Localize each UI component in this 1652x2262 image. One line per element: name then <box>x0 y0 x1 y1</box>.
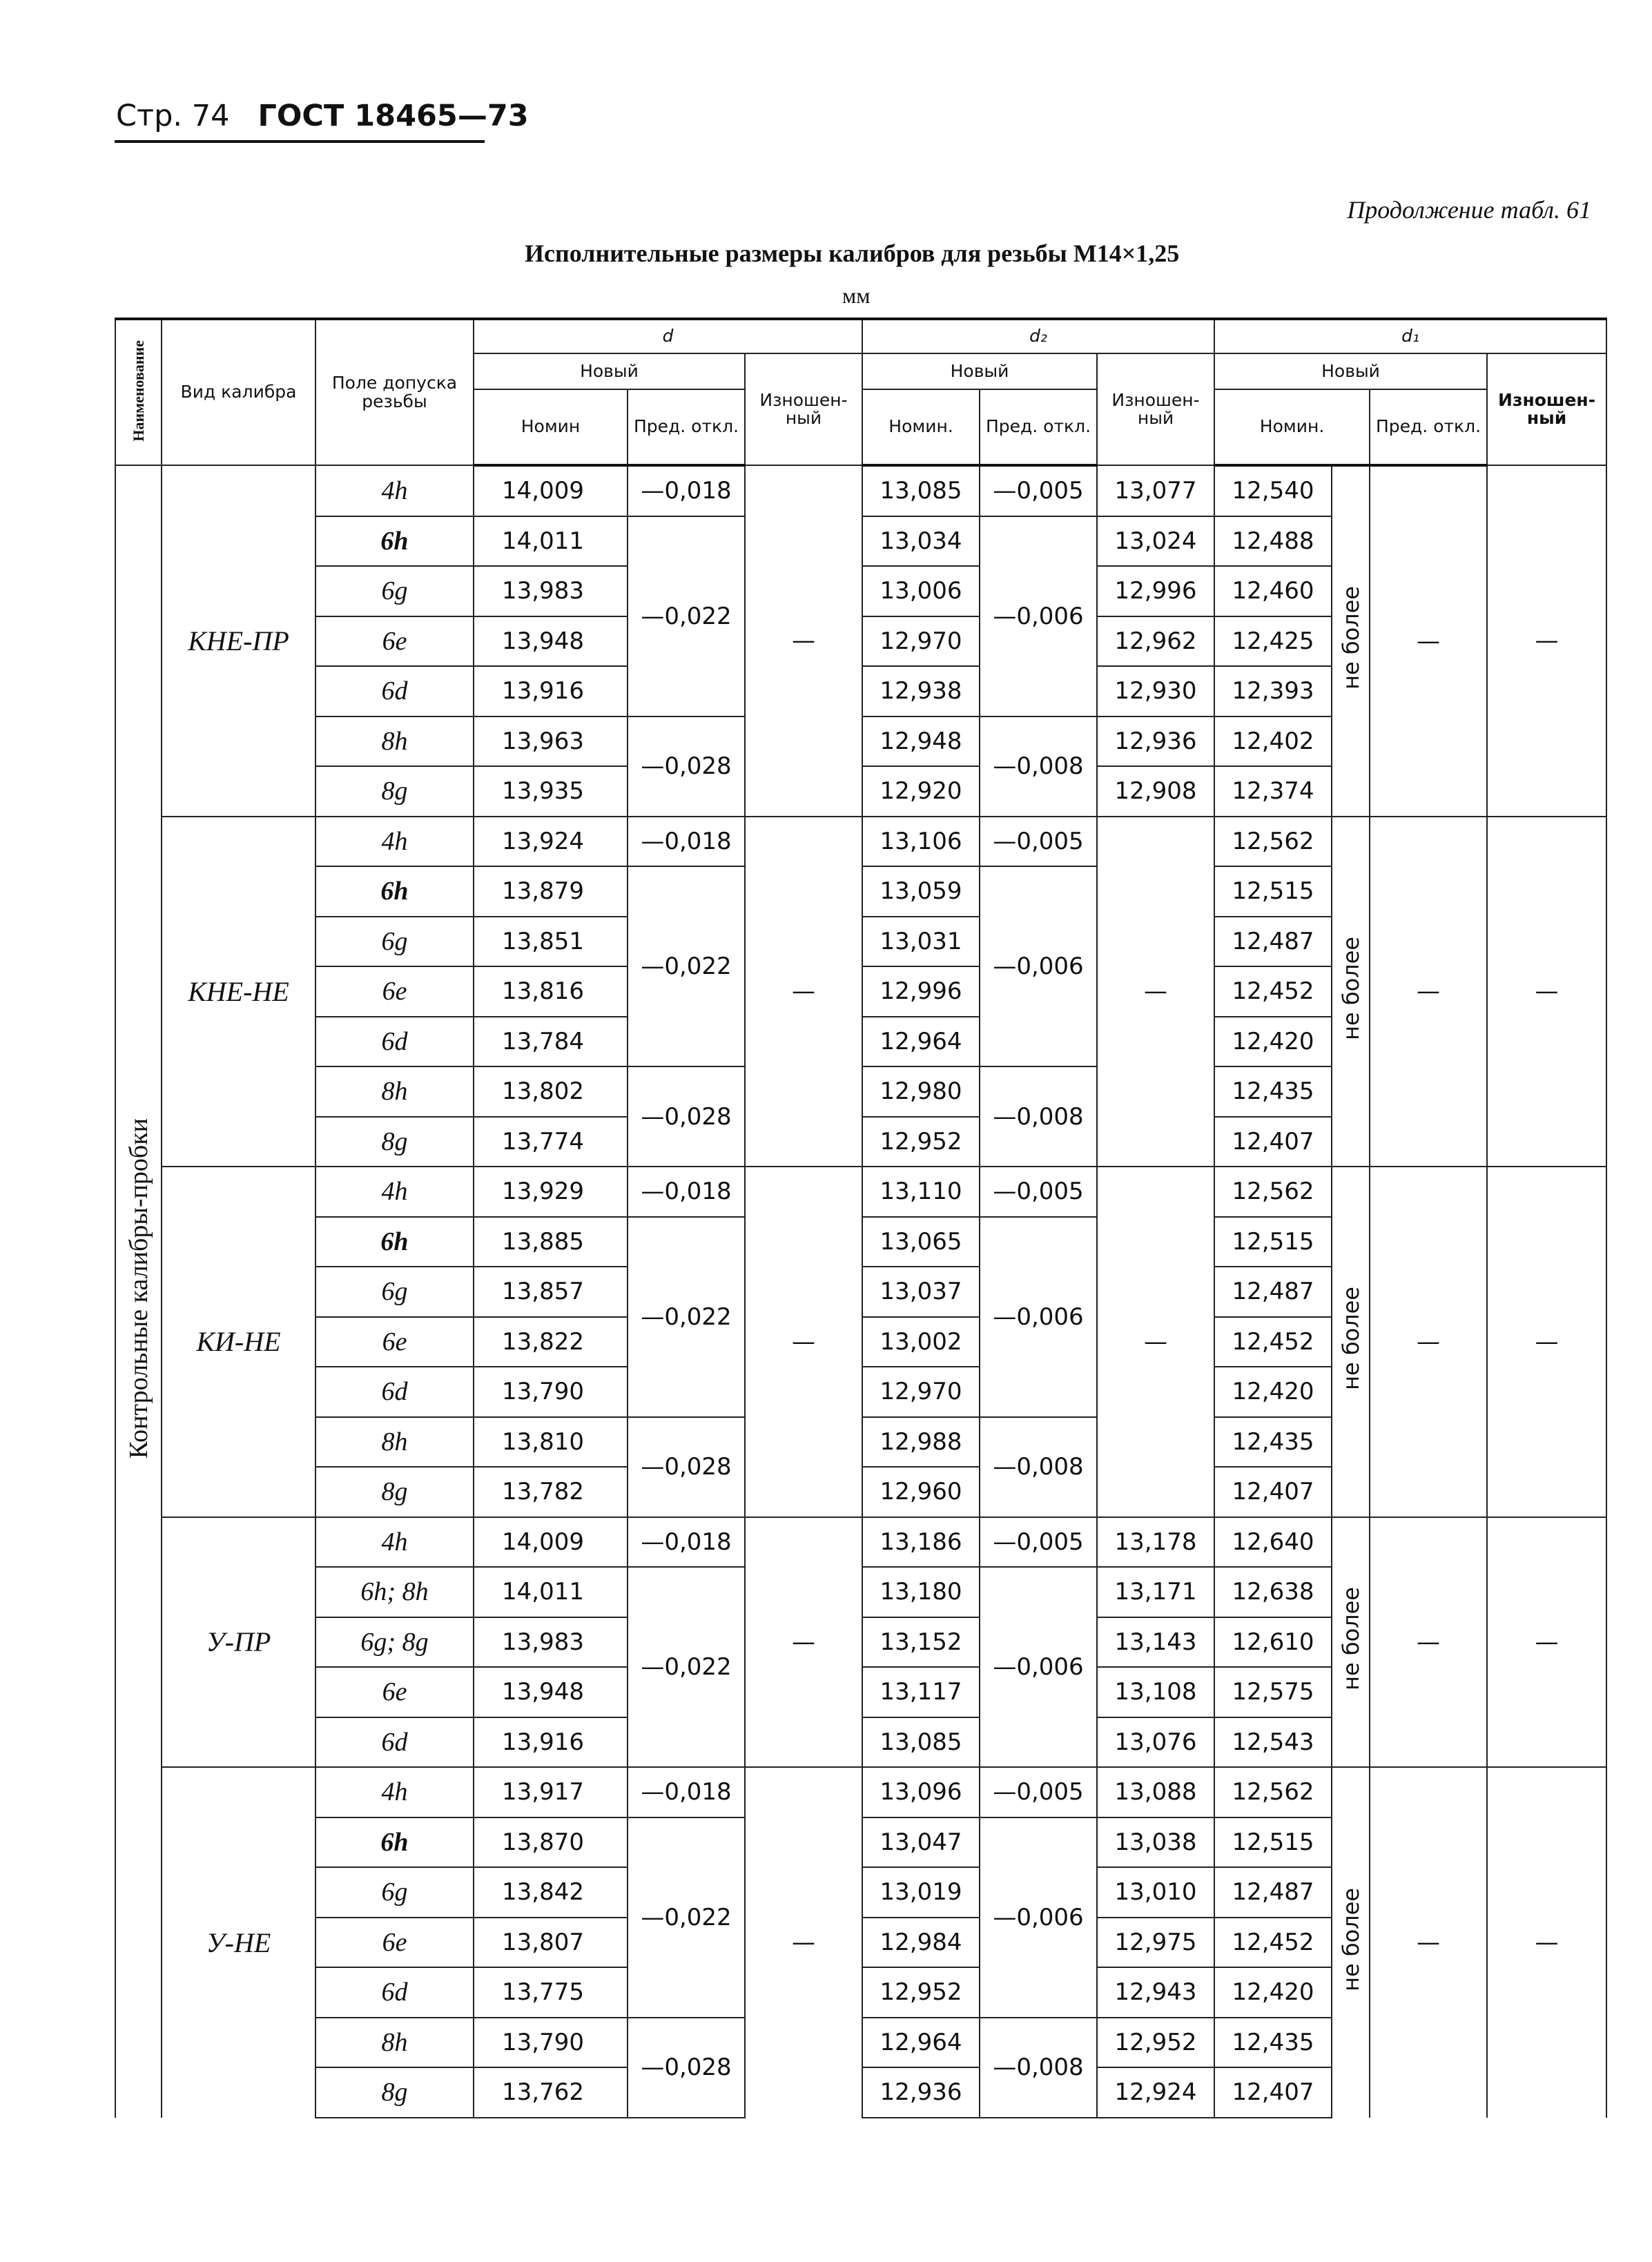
d2-nominal: 13,085 <box>862 1717 980 1768</box>
d1-nominal: 12,540 <box>1214 465 1332 516</box>
d1-nominal: 12,435 <box>1214 1066 1332 1117</box>
gauge-kind: У-НЕ <box>162 1767 315 2118</box>
d2-deviation: —0,008 <box>980 1066 1097 1167</box>
d-nominal: 13,983 <box>474 1617 628 1668</box>
d2-nominal: 13,034 <box>862 516 980 567</box>
d-deviation: —0,028 <box>628 1066 745 1167</box>
d2-nominal: 12,952 <box>862 1117 980 1167</box>
d1-nominal: 12,515 <box>1214 866 1332 917</box>
d-deviation: —0,022 <box>628 1217 745 1417</box>
d2-deviation: —0,008 <box>980 716 1097 817</box>
tolerance-field: 6h <box>315 516 474 567</box>
d1-worn: — <box>1487 1767 1606 2118</box>
standard-number: ГОСТ 18465—73 <box>257 99 529 133</box>
d1-worn: — <box>1487 465 1606 817</box>
tolerance-field: 6e <box>315 1918 474 1968</box>
d2-deviation: —0,008 <box>980 1417 1097 1517</box>
d2-nominal: 12,938 <box>862 666 980 716</box>
d2-nominal: 13,180 <box>862 1567 980 1617</box>
d-worn: — <box>745 1517 862 1768</box>
d2-deviation: —0,005 <box>980 1517 1097 1568</box>
d-worn: — <box>745 465 862 817</box>
d1-nominal: 12,460 <box>1214 566 1332 616</box>
tolerance-field: 6e <box>315 1667 474 1717</box>
name-header: Наименование <box>115 319 162 465</box>
d2-worn: — <box>1097 1167 1214 1517</box>
d2-nominal: 12,936 <box>862 2067 980 2118</box>
tolerance-field: 4h <box>315 1767 474 1817</box>
tolerance-field: 8g <box>315 766 474 817</box>
d1-nominal: 12,640 <box>1214 1517 1332 1568</box>
d2-nominal: 13,019 <box>862 1867 980 1918</box>
tolerance-field: 6h <box>315 1817 474 1868</box>
tolerance-field: 8g <box>315 1467 474 1517</box>
d1-nominal: 12,452 <box>1214 966 1332 1017</box>
d-nominal: 13,810 <box>474 1417 628 1468</box>
d2-dev-header: Пред. откл. <box>980 389 1097 465</box>
d1-nominal: 12,374 <box>1214 766 1332 817</box>
d1-nominal: 12,435 <box>1214 2018 1332 2068</box>
d1-nominal: 12,610 <box>1214 1617 1332 1668</box>
d2-nominal: 12,970 <box>862 1367 980 1417</box>
d-nominal: 13,879 <box>474 866 628 917</box>
d2-nominal: 13,186 <box>862 1517 980 1568</box>
table-row <box>115 1517 1606 1568</box>
gauge-kind: КНЕ-НЕ <box>162 817 315 1167</box>
d2-deviation: —0,006 <box>980 1817 1097 2018</box>
d-nominal: 13,917 <box>474 1767 628 1817</box>
d2-nominal: 12,988 <box>862 1417 980 1468</box>
d2-deviation: —0,005 <box>980 817 1097 867</box>
d1-nominal: 12,425 <box>1214 616 1332 667</box>
d2-nominal: 12,952 <box>862 1967 980 2018</box>
d-nominal: 13,782 <box>474 1467 628 1517</box>
d1-nominal: 12,487 <box>1214 1867 1332 1918</box>
d1-nominal: 12,407 <box>1214 1467 1332 1517</box>
d1-dev-header: Пред. откл. <box>1370 389 1487 465</box>
d2-nominal: 13,037 <box>862 1267 980 1317</box>
tolerance-field: 6d <box>315 1967 474 2018</box>
d2-worn: 13,076 <box>1097 1717 1214 1768</box>
unit-label: мм <box>842 283 871 308</box>
d2-deviation: —0,005 <box>980 1167 1097 1217</box>
d-worn: — <box>745 817 862 1167</box>
d2-nominal: 12,980 <box>862 1066 980 1117</box>
d-new-header: Новый <box>474 353 745 389</box>
d-deviation: —0,022 <box>628 1817 745 2018</box>
d1-nominal: 12,487 <box>1214 917 1332 967</box>
d-header: d <box>474 319 862 353</box>
tolerance-field: 8g <box>315 2067 474 2118</box>
tolerance-field: 6e <box>315 1317 474 1367</box>
d-nominal: 13,775 <box>474 1967 628 2018</box>
d2-nom-header: Номин. <box>862 389 980 465</box>
d-deviation: —0,022 <box>628 516 745 716</box>
d-deviation: —0,028 <box>628 2018 745 2118</box>
d2-nominal: 13,106 <box>862 817 980 867</box>
d2-worn: 12,936 <box>1097 716 1214 767</box>
d2-nominal: 13,006 <box>862 566 980 616</box>
field-header: Поле допуска резьбы <box>315 319 474 465</box>
d2-worn: 13,077 <box>1097 465 1214 516</box>
tolerance-field: 8h <box>315 1417 474 1468</box>
d-nom-header: Номин <box>474 389 628 465</box>
d1-nom-header: Номин. <box>1214 389 1370 465</box>
d-worn: — <box>745 1167 862 1517</box>
d2-new-header: Новый <box>862 353 1097 389</box>
d1-nominal: 12,543 <box>1214 1717 1332 1768</box>
d2-worn-header: Изношен-ный <box>1097 353 1214 465</box>
d1-nominal: 12,435 <box>1214 1417 1332 1468</box>
d2-nominal: 13,117 <box>862 1667 980 1717</box>
d1-nominal: 12,407 <box>1214 1117 1332 1167</box>
gauge-kind: КНЕ-ПР <box>162 465 315 817</box>
gauge-table <box>115 318 1607 2118</box>
d2-deviation: —0,008 <box>980 2018 1097 2118</box>
d-nominal: 13,924 <box>474 817 628 867</box>
d2-worn: 12,943 <box>1097 1967 1214 2018</box>
d2-worn: 12,996 <box>1097 566 1214 616</box>
d2-worn: 13,171 <box>1097 1567 1214 1617</box>
d2-nominal: 13,152 <box>862 1617 980 1668</box>
d1-nominal: 12,487 <box>1214 1267 1332 1317</box>
d1-worn-header: Изношен-ный <box>1487 353 1606 465</box>
d2-worn: 12,975 <box>1097 1918 1214 1968</box>
d2-worn: 12,962 <box>1097 616 1214 667</box>
d2-nominal: 13,085 <box>862 465 980 516</box>
d2-deviation: —0,005 <box>980 1767 1097 1817</box>
d2-worn: 12,930 <box>1097 666 1214 716</box>
d1-nominal: 12,420 <box>1214 1367 1332 1417</box>
page-header <box>116 99 529 133</box>
d-deviation: —0,022 <box>628 866 745 1066</box>
d1-limit-note: не более <box>1332 1767 1370 2118</box>
d1-nominal: 12,452 <box>1214 1918 1332 1968</box>
d-nominal: 14,009 <box>474 465 628 516</box>
d-nominal: 13,857 <box>474 1267 628 1317</box>
d2-nominal: 13,002 <box>862 1317 980 1367</box>
d-nominal: 13,822 <box>474 1317 628 1367</box>
tolerance-field: 6d <box>315 1367 474 1417</box>
page-number: Стр. 74 <box>116 99 230 133</box>
tolerance-field: 4h <box>315 465 474 516</box>
row-label: Контрольные калибры-пробки <box>115 465 162 2118</box>
d1-deviation: — <box>1370 1167 1487 1517</box>
d2-nominal: 13,110 <box>862 1167 980 1217</box>
d1-nominal: 12,393 <box>1214 666 1332 716</box>
d2-nominal: 12,970 <box>862 616 980 667</box>
d-nominal: 13,784 <box>474 1017 628 1067</box>
d1-nominal: 12,407 <box>1214 2067 1332 2118</box>
tolerance-field: 6d <box>315 666 474 716</box>
d1-worn: — <box>1487 817 1606 1167</box>
tolerance-field: 6g <box>315 1867 474 1918</box>
d1-deviation: — <box>1370 465 1487 817</box>
d2-nominal: 12,948 <box>862 716 980 767</box>
tolerance-field: 6g; 8g <box>315 1617 474 1668</box>
d1-deviation: — <box>1370 817 1487 1167</box>
d-nominal: 13,983 <box>474 566 628 616</box>
d-nominal: 13,842 <box>474 1867 628 1918</box>
d-deviation: —0,018 <box>628 1517 745 1568</box>
gauge-kind: КИ-НЕ <box>162 1167 315 1517</box>
d-nominal: 13,963 <box>474 716 628 767</box>
header-underline <box>115 140 485 143</box>
d1-limit-note: не более <box>1332 1517 1370 1768</box>
d1-nominal: 12,420 <box>1214 1017 1332 1067</box>
d2-worn: 13,024 <box>1097 516 1214 567</box>
d-nominal: 13,948 <box>474 616 628 667</box>
d-deviation: —0,022 <box>628 1567 745 1767</box>
d1-deviation: — <box>1370 1767 1487 2118</box>
d-nominal: 13,916 <box>474 1717 628 1768</box>
table-row <box>115 817 1606 867</box>
tolerance-field: 6d <box>315 1017 474 1067</box>
d1-nominal: 12,452 <box>1214 1317 1332 1367</box>
d1-nominal: 12,562 <box>1214 817 1332 867</box>
tolerance-field: 8h <box>315 716 474 767</box>
d-nominal: 13,790 <box>474 2018 628 2068</box>
d1-limit-note: не более <box>1332 1167 1370 1517</box>
d1-nominal: 12,638 <box>1214 1567 1332 1617</box>
d-deviation: —0,018 <box>628 1167 745 1217</box>
d1-nominal: 12,562 <box>1214 1167 1332 1217</box>
tolerance-field: 6h; 8h <box>315 1567 474 1617</box>
d2-deviation: —0,006 <box>980 1217 1097 1417</box>
d-dev-header: Пред. откл. <box>628 389 745 465</box>
d1-nominal: 12,515 <box>1214 1217 1332 1267</box>
d2-nominal: 13,059 <box>862 866 980 917</box>
d-nominal: 13,916 <box>474 666 628 716</box>
d2-worn: 13,143 <box>1097 1617 1214 1668</box>
d2-deviation: —0,006 <box>980 1567 1097 1767</box>
tolerance-field: 4h <box>315 817 474 867</box>
d-deviation: —0,028 <box>628 716 745 817</box>
d-deviation: —0,018 <box>628 817 745 867</box>
d-deviation: —0,018 <box>628 465 745 516</box>
d2-nominal: 12,984 <box>862 1918 980 1968</box>
d2-nominal: 12,964 <box>862 1017 980 1067</box>
tolerance-field: 6e <box>315 966 474 1017</box>
d1-nominal: 12,420 <box>1214 1967 1332 2018</box>
d-nominal: 13,870 <box>474 1817 628 1868</box>
d2-nominal: 13,031 <box>862 917 980 967</box>
d2-worn: 12,952 <box>1097 2018 1214 2068</box>
table-row <box>115 1167 1606 1217</box>
tolerance-field: 6g <box>315 566 474 616</box>
d2-nominal: 13,065 <box>862 1217 980 1267</box>
d1-nominal: 12,575 <box>1214 1667 1332 1717</box>
d1-worn: — <box>1487 1517 1606 1768</box>
tolerance-field: 6g <box>315 917 474 967</box>
d2-worn: 13,088 <box>1097 1767 1214 1817</box>
d-worn-header: Изношен-ный <box>745 353 862 465</box>
d2-worn: 13,010 <box>1097 1867 1214 1918</box>
tolerance-field: 8g <box>315 1117 474 1167</box>
tolerance-field: 4h <box>315 1517 474 1568</box>
table-body <box>115 465 1606 2118</box>
tolerance-field: 6g <box>315 1267 474 1317</box>
d2-nominal: 13,047 <box>862 1817 980 1868</box>
kind-header: Вид калибра <box>162 319 315 465</box>
d-nominal: 13,802 <box>474 1066 628 1117</box>
d-nominal: 13,807 <box>474 1918 628 1968</box>
d1-limit-note: не более <box>1332 465 1370 817</box>
d-worn: — <box>745 1767 862 2118</box>
d-nominal: 13,762 <box>474 2067 628 2118</box>
d2-worn: 13,178 <box>1097 1517 1214 1568</box>
d2-nominal: 13,096 <box>862 1767 980 1817</box>
d-nominal: 14,011 <box>474 516 628 567</box>
table-row <box>115 1767 1606 1817</box>
tolerance-field: 6e <box>315 616 474 667</box>
d2-header: d₂ <box>862 319 1214 353</box>
d2-nominal: 12,920 <box>862 766 980 817</box>
tolerance-field: 8h <box>315 2018 474 2068</box>
d1-header: d₁ <box>1214 319 1606 353</box>
d-deviation: —0,028 <box>628 1417 745 1517</box>
d1-limit-note: не более <box>1332 817 1370 1167</box>
d-nominal: 13,851 <box>474 917 628 967</box>
tolerance-field: 6d <box>315 1717 474 1768</box>
gauge-kind: У-ПР <box>162 1517 315 1768</box>
d-deviation: —0,018 <box>628 1767 745 1817</box>
d2-worn: 13,108 <box>1097 1667 1214 1717</box>
d1-deviation: — <box>1370 1517 1487 1768</box>
continuation-note: Продолжение табл. 61 <box>1347 196 1591 224</box>
d-nominal: 13,816 <box>474 966 628 1017</box>
d2-nominal: 12,996 <box>862 966 980 1017</box>
d1-nominal: 12,488 <box>1214 516 1332 567</box>
d1-worn: — <box>1487 1167 1606 1517</box>
tolerance-field: 4h <box>315 1167 474 1217</box>
tolerance-field: 6h <box>315 1217 474 1267</box>
d-nominal: 13,774 <box>474 1117 628 1167</box>
d2-nominal: 12,960 <box>862 1467 980 1517</box>
d-nominal: 13,929 <box>474 1167 628 1217</box>
d-nominal: 14,009 <box>474 1517 628 1568</box>
d2-deviation: —0,006 <box>980 866 1097 1066</box>
d2-worn: 13,038 <box>1097 1817 1214 1868</box>
d-nominal: 13,935 <box>474 766 628 817</box>
d1-new-header: Новый <box>1214 353 1487 389</box>
tolerance-field: 8h <box>315 1066 474 1117</box>
d-nominal: 13,948 <box>474 1667 628 1717</box>
d1-nominal: 12,402 <box>1214 716 1332 767</box>
d-nominal: 13,790 <box>474 1367 628 1417</box>
d-nominal: 13,885 <box>474 1217 628 1267</box>
d-nominal: 14,011 <box>474 1567 628 1617</box>
tolerance-field: 6h <box>315 866 474 917</box>
table-title: Исполнительные размеры калибров для резьбы М14×1,25 <box>525 240 1180 267</box>
d1-nominal: 12,562 <box>1214 1767 1332 1817</box>
table-row <box>115 465 1606 516</box>
d2-worn: 12,908 <box>1097 766 1214 817</box>
d2-nominal: 12,964 <box>862 2018 980 2068</box>
d2-deviation: —0,006 <box>980 516 1097 716</box>
d1-nominal: 12,515 <box>1214 1817 1332 1868</box>
d2-deviation: —0,005 <box>980 465 1097 516</box>
d2-worn: 12,924 <box>1097 2067 1214 2118</box>
d2-worn: — <box>1097 817 1214 1167</box>
